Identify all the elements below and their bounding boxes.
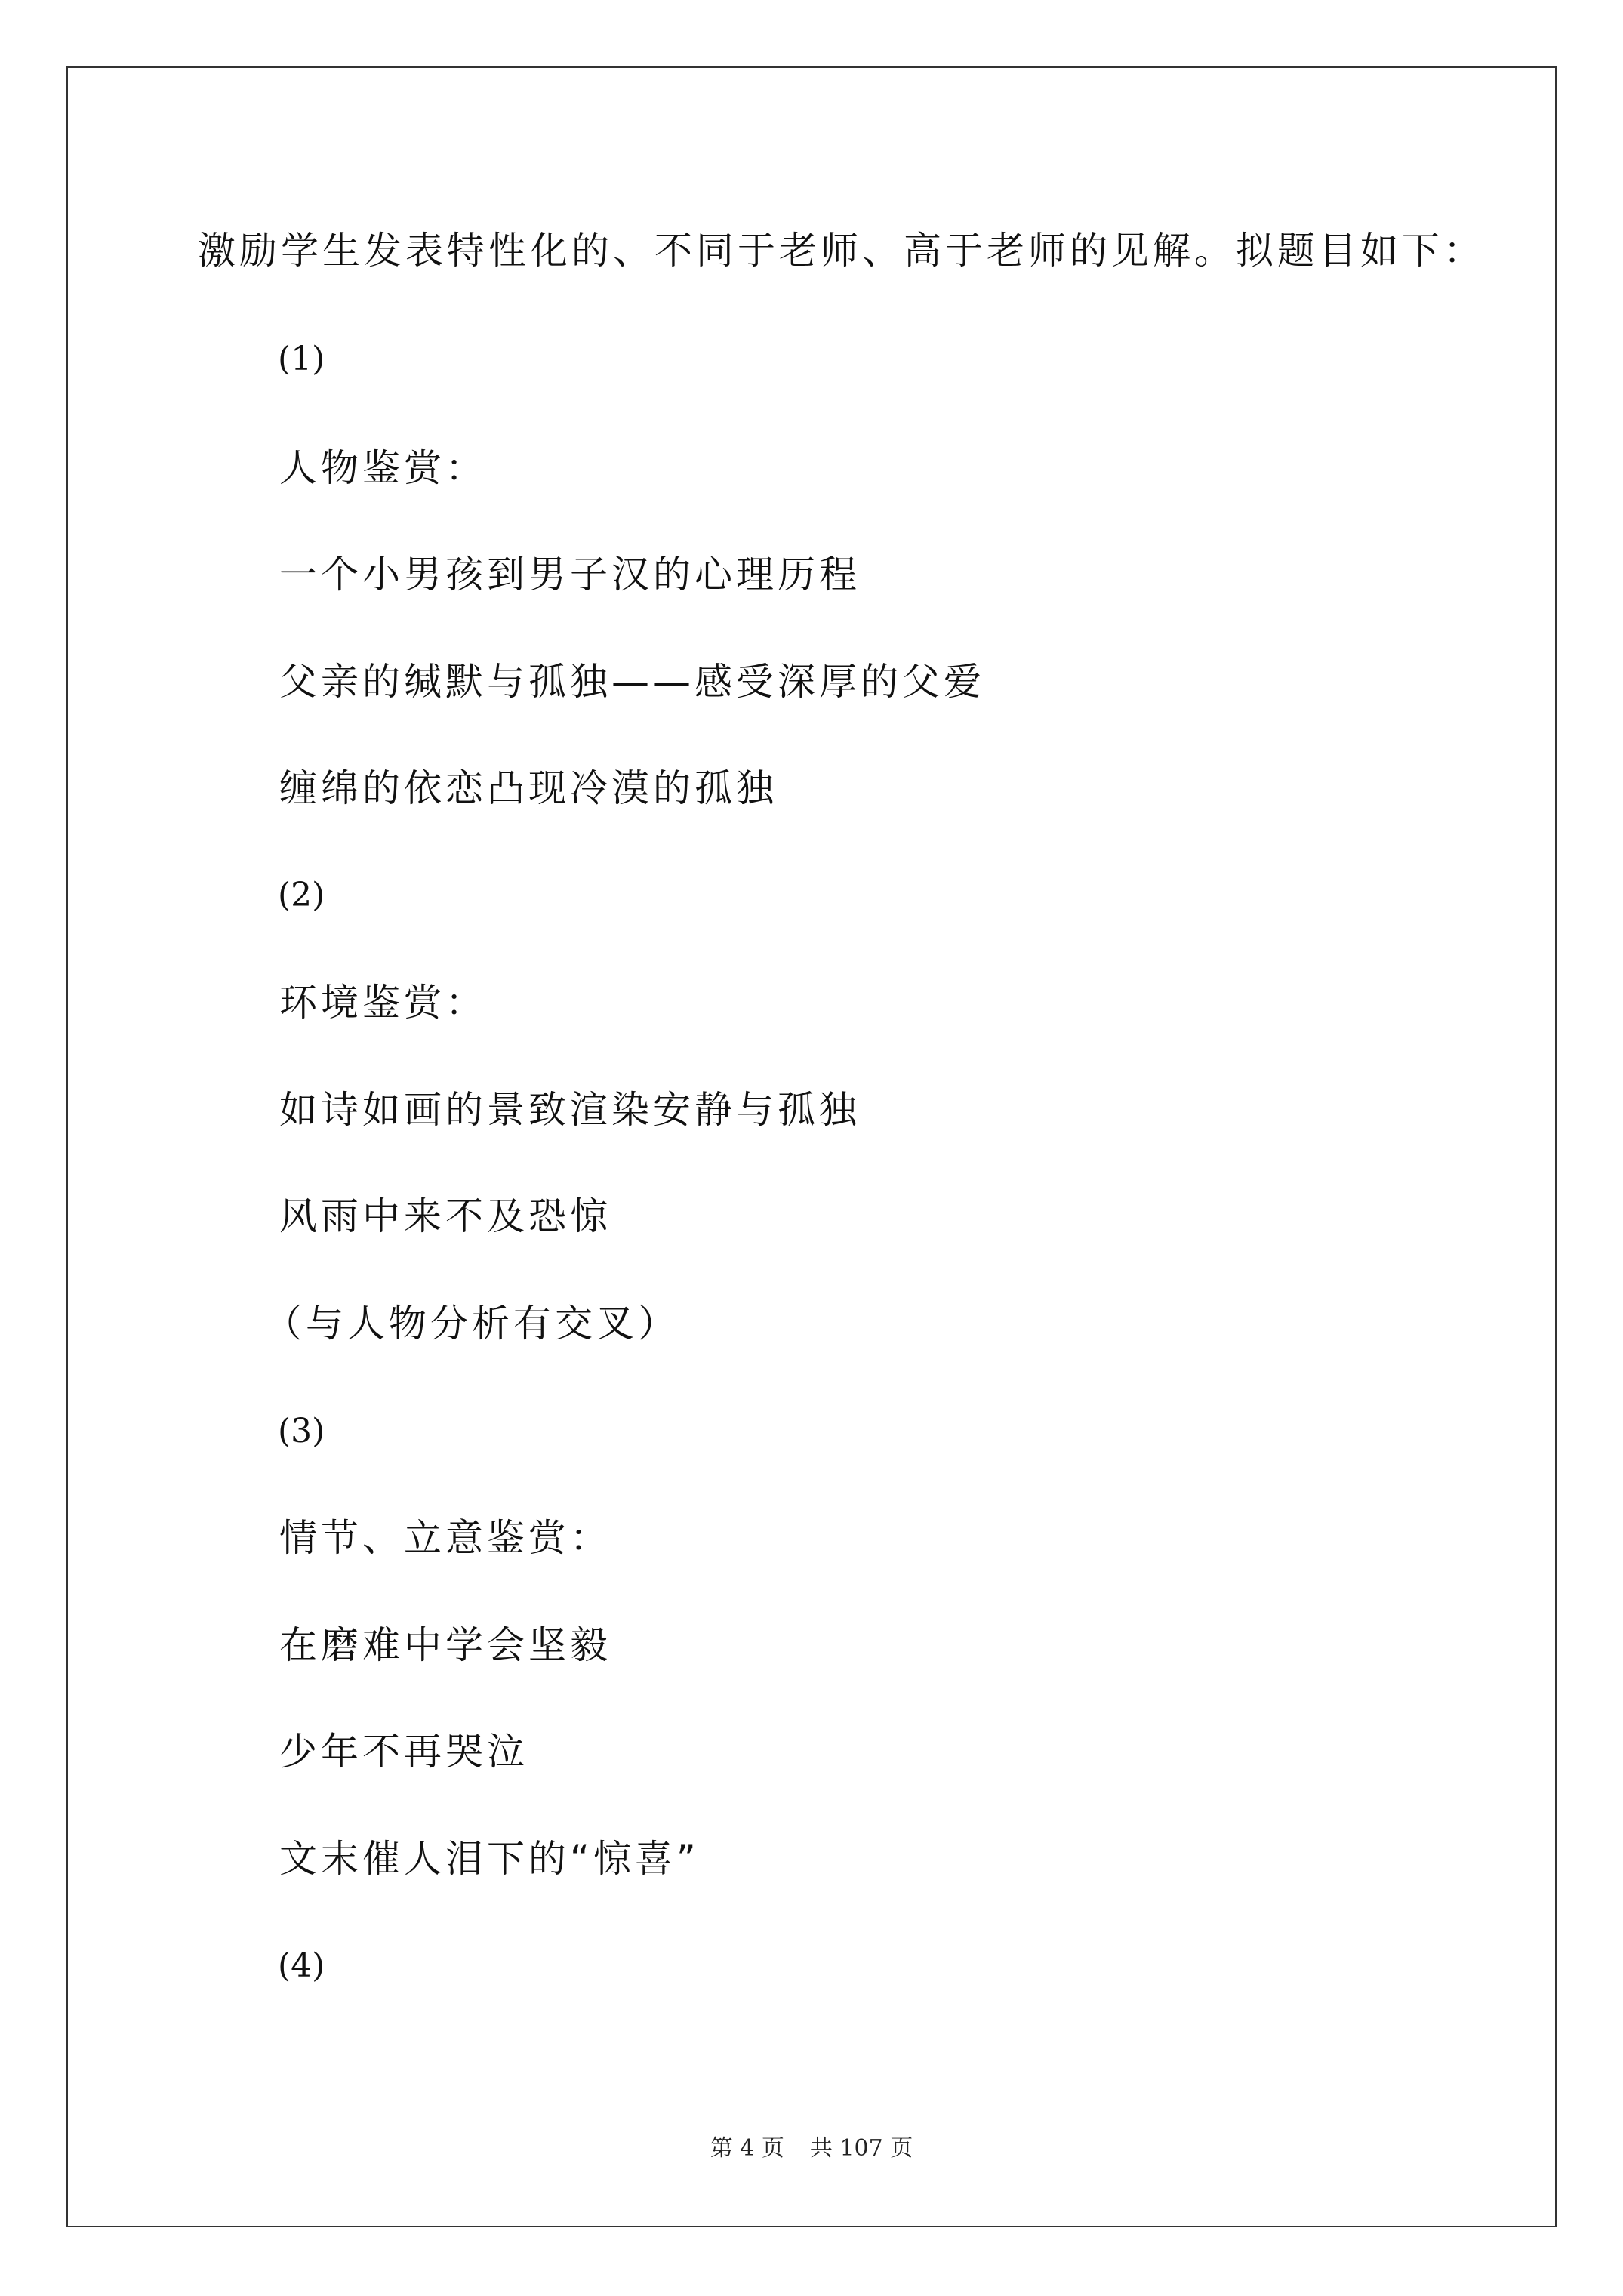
title-item: 缠绵的依恋凸现冷漠的孤独 — [279, 766, 778, 810]
title-item: 在磨难中学会坚毅 — [279, 1623, 611, 1667]
title-item: 文末催人泪下的“惊喜” — [279, 1837, 700, 1881]
title-item: 如诗如画的景致渲染安静与孤独 — [279, 1088, 861, 1132]
section-number-1: (1) — [278, 340, 325, 378]
intro-paragraph-line: 激励学生发表特性化的、不同于老师、高于老师的见解。拟题目如下： — [198, 229, 1485, 273]
section-number-2: (2) — [278, 876, 325, 914]
section-heading-environment: 环境鉴赏： — [279, 981, 487, 1025]
page-number: 第 4 页 — [710, 2135, 784, 2162]
section-number-3: (3) — [278, 1412, 325, 1450]
section-heading-plot: 情节、立意鉴赏： — [279, 1516, 611, 1560]
section-number-4: (4) — [278, 1946, 325, 1985]
section-heading-character: 人物鉴赏： — [279, 446, 487, 490]
page-border — [66, 66, 1557, 2227]
cross-reference-note: （与人物分析有交叉） — [264, 1302, 679, 1345]
title-item: 父亲的缄默与孤独——感受深厚的父爱 — [279, 660, 985, 704]
total-pages: 共 107 页 — [809, 2135, 913, 2162]
title-item: 风雨中来不及恐惊 — [279, 1194, 611, 1238]
title-item: 一个小男孩到男子汉的心理历程 — [279, 553, 861, 596]
title-item: 少年不再哭泣 — [279, 1730, 528, 1774]
page-footer — [0, 2134, 1623, 2164]
